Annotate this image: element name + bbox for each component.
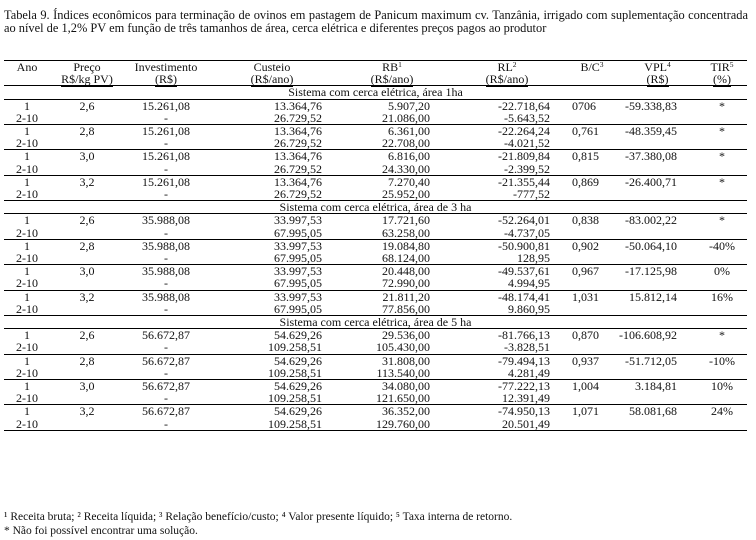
cell-custeio: 109.258,51	[208, 418, 336, 431]
cell-vpl: -50.064,10	[625, 238, 677, 253]
cell-preco: 3,0	[79, 379, 95, 394]
header-investimento: Investimento	[124, 61, 208, 74]
cell-vpl: -17.125,98	[625, 264, 677, 279]
cell-vpl	[618, 188, 697, 201]
cell-ano: 1	[24, 264, 30, 279]
cell-ano: 1	[24, 149, 30, 164]
cell-investimento: 15.261,08	[142, 124, 190, 139]
table-row	[4, 265, 747, 278]
table-row	[4, 175, 747, 188]
cell-ano: 2-10	[4, 341, 50, 354]
cell-vpl	[618, 112, 697, 125]
cell-preco: 2,6	[79, 328, 95, 343]
cell-preco: 3,2	[79, 174, 95, 189]
footnote-no-solution: * Não foi possível encontrar uma solução.	[4, 525, 198, 537]
cell-custeio: 33.997,53	[274, 238, 322, 253]
cell-custeio: 67.995,05	[208, 227, 336, 240]
cell-bc	[566, 341, 618, 354]
table-caption: Tabela 9. Índices econômicos para terminação de ovinos em pastagem de Panicum maximum cv. Tanzânia, irrigado com suplementação concentrada ao nível de 1,2% PV em função de três tamanhos de área, cerca elétrica e diferentes preços pagos ao produtor	[4, 8, 748, 35]
table-row	[4, 125, 747, 138]
cell-rb: 129.760,00	[336, 418, 448, 431]
table-row	[4, 239, 747, 252]
cell-rb: 36.352,00	[382, 404, 430, 419]
header-tir-unit: (%)	[697, 73, 747, 86]
cell-tir	[697, 137, 747, 150]
cell-rb: 20.448,00	[382, 264, 430, 279]
cell-bc: 1,031	[572, 289, 599, 304]
cell-rb: 25.952,00	[336, 188, 448, 201]
cell-investimento: -	[124, 303, 208, 316]
cell-preco: 2,8	[79, 353, 95, 368]
cell-ano: 1	[24, 328, 30, 343]
table-row	[4, 367, 747, 380]
cell-preco: 3,0	[79, 149, 95, 164]
cell-vpl: -59.338,83	[625, 98, 677, 113]
cell-bc	[566, 303, 618, 316]
cell-ano: 1	[24, 174, 30, 189]
cell-bc: 0,761	[572, 124, 599, 139]
table-row	[4, 303, 747, 316]
cell-ano: 1	[24, 124, 30, 139]
cell-preco	[50, 112, 124, 125]
header-investimento-unit: (R$)	[124, 73, 208, 86]
cell-rb: 63.258,00	[336, 227, 448, 240]
cell-custeio: 109.258,51	[208, 392, 336, 405]
table-row	[4, 392, 747, 405]
cell-tir	[697, 112, 747, 125]
cell-bc	[566, 163, 618, 176]
cell-preco	[50, 277, 124, 290]
cell-custeio: 13.364,76	[274, 149, 322, 164]
cell-bc	[566, 227, 618, 240]
table-body	[4, 86, 747, 430]
cell-rl: -4.021,52	[448, 137, 566, 150]
table-row	[4, 341, 747, 354]
cell-investimento: -	[124, 227, 208, 240]
cell-bc: 1,071	[572, 404, 599, 419]
cell-ano: 1	[24, 353, 30, 368]
cell-investimento: -	[124, 392, 208, 405]
cell-preco: 3,2	[79, 289, 95, 304]
cell-bc: 1,004	[572, 379, 599, 394]
cell-tir: 16%	[711, 289, 733, 304]
header-preco: Preço	[50, 61, 124, 74]
cell-ano: 1	[24, 404, 30, 419]
cell-rl: 12.391,49	[448, 392, 566, 405]
cell-rb: 121.650,00	[336, 392, 448, 405]
cell-ano: 2-10	[4, 163, 50, 176]
table-row	[4, 405, 747, 418]
cell-custeio: 67.995,05	[208, 303, 336, 316]
cell-custeio: 33.997,53	[274, 289, 322, 304]
cell-rl: 128,95	[448, 252, 566, 265]
header-vpl: VPL$^4$	[618, 61, 697, 74]
cell-investimento: 56.672,87	[142, 328, 190, 343]
header-rl-unit: (R$/ano)	[448, 73, 566, 86]
cell-bc	[566, 188, 618, 201]
cell-rb: 77.856,00	[336, 303, 448, 316]
table-row	[4, 252, 747, 265]
cell-tir	[697, 188, 747, 201]
cell-preco: 2,6	[79, 98, 95, 113]
cell-vpl	[618, 227, 697, 240]
cell-tir	[697, 227, 747, 240]
cell-rl: -5.643,52	[448, 112, 566, 125]
cell-custeio: 67.995,05	[208, 252, 336, 265]
cell-investimento: 56.672,87	[142, 404, 190, 419]
cell-rb: 5.907,20	[388, 98, 430, 113]
cell-vpl: -83.002,22	[625, 213, 677, 228]
cell-tir: *	[719, 328, 725, 343]
cell-preco	[50, 341, 124, 354]
cell-investimento: -	[124, 137, 208, 150]
cell-preco	[50, 303, 124, 316]
cell-ano: 1	[24, 238, 30, 253]
cell-ano: 2-10	[4, 392, 50, 405]
cell-vpl	[618, 252, 697, 265]
cell-investimento: -	[124, 252, 208, 265]
cell-rb: 68.124,00	[336, 252, 448, 265]
cell-vpl: -48.359,45	[625, 124, 677, 139]
cell-bc	[566, 392, 618, 405]
cell-ano: 2-10	[4, 188, 50, 201]
cell-rb: 105.430,00	[336, 341, 448, 354]
cell-vpl: -37.380,08	[625, 149, 677, 164]
cell-rl: -2.399,52	[448, 163, 566, 176]
header-rb: $RB^1$	[336, 61, 448, 74]
cell-tir	[697, 163, 747, 176]
cell-rl: -48.174,41	[498, 289, 550, 304]
cell-tir: 0%	[714, 264, 730, 279]
cell-vpl	[618, 392, 697, 405]
cell-ano: 2-10	[4, 227, 50, 240]
header-custeio: Custeio	[208, 61, 336, 74]
cell-ano: 1	[24, 379, 30, 394]
cell-custeio: 109.258,51	[208, 341, 336, 354]
header-row-2	[4, 73, 747, 86]
cell-ano: 1	[24, 289, 30, 304]
cell-rl: -21.355,44	[498, 174, 550, 189]
cell-ano: 2-10	[4, 418, 50, 431]
section-title: Sistema com cerca elétrica, área 1ha	[4, 86, 747, 99]
section-title: Sistema com cerca elétrica, área de 3 ha	[4, 201, 747, 214]
cell-rb: 72.990,00	[336, 277, 448, 290]
table-row	[4, 163, 747, 176]
cell-vpl	[618, 418, 697, 431]
cell-tir	[697, 303, 747, 316]
cell-rl: -74.950,13	[498, 404, 550, 419]
cell-investimento: 56.672,87	[142, 379, 190, 394]
cell-rb: 22.708,00	[336, 137, 448, 150]
cell-vpl: -51.712,05	[625, 353, 677, 368]
table-row	[4, 418, 747, 431]
cell-custeio: 54.629,26	[274, 353, 322, 368]
header-rb-unit: (R$/ano)	[336, 73, 448, 86]
cell-investimento: 35.988,08	[142, 213, 190, 228]
footnote-definitions: ¹ Receita bruta; ² Receita líquida; ³ Relação benefício/custo; ⁴ Valor presente líquido; ⁵ Taxa interna de retorno.	[4, 511, 513, 523]
cell-tir: *	[719, 98, 725, 113]
table-row	[4, 137, 747, 150]
cell-vpl	[618, 137, 697, 150]
header-bc: $B/C^3$	[566, 61, 618, 74]
cell-tir	[697, 277, 747, 290]
header-preco-unit: R$/kg PV)	[50, 73, 124, 86]
cell-bc	[566, 277, 618, 290]
cell-rl: -50.900,81	[498, 238, 550, 253]
table-row	[4, 150, 747, 163]
cell-investimento: -	[124, 418, 208, 431]
cell-custeio: 67.995,05	[208, 277, 336, 290]
cell-rb: 6.816,00	[388, 149, 430, 164]
cell-preco	[50, 188, 124, 201]
section-header	[4, 86, 747, 99]
cell-custeio: 13.364,76	[274, 98, 322, 113]
cell-preco	[50, 252, 124, 265]
economic-indices-table	[4, 60, 747, 431]
cell-rl: -22.718,64	[498, 98, 550, 113]
cell-bc: 0,967	[572, 264, 599, 279]
header-tir: TIR$^5$	[697, 61, 747, 74]
cell-vpl: 58.081,68	[629, 404, 677, 419]
cell-rl: -52.264,01	[498, 213, 550, 228]
cell-ano: 2-10	[4, 277, 50, 290]
cell-custeio: 26.729,52	[208, 163, 336, 176]
cell-tir	[697, 418, 747, 431]
cell-custeio: 33.997,53	[274, 264, 322, 279]
cell-bc: 0,902	[572, 238, 599, 253]
table-row	[4, 227, 747, 240]
cell-preco	[50, 227, 124, 240]
cell-rb: 31.808,00	[382, 353, 430, 368]
cell-rl: 4.281,49	[448, 367, 566, 380]
cell-vpl: -106.608,92	[619, 328, 677, 343]
header-vpl-unit: (R$)	[618, 73, 697, 86]
cell-bc: 0706	[572, 98, 596, 113]
cell-investimento: -	[124, 367, 208, 380]
cell-investimento: 35.988,08	[142, 264, 190, 279]
table-row	[4, 354, 747, 367]
cell-custeio: 33.997,53	[274, 213, 322, 228]
cell-rl: -79.494,13	[498, 353, 550, 368]
cell-vpl: -26.400,71	[625, 174, 677, 189]
cell-preco: 2,8	[79, 124, 95, 139]
cell-vpl	[618, 303, 697, 316]
cell-rb: 19.084,80	[382, 238, 430, 253]
cell-custeio: 26.729,52	[208, 112, 336, 125]
table-row	[4, 290, 747, 303]
cell-custeio: 54.629,26	[274, 328, 322, 343]
cell-tir	[697, 341, 747, 354]
cell-vpl	[618, 163, 697, 176]
cell-investimento: 15.261,08	[142, 98, 190, 113]
cell-ano: 2-10	[4, 367, 50, 380]
cell-tir: -40%	[709, 238, 735, 253]
cell-preco	[50, 418, 124, 431]
cell-preco: 2,6	[79, 213, 95, 228]
cell-rb: 6.361,00	[388, 124, 430, 139]
table-row	[4, 188, 747, 201]
cell-investimento: 56.672,87	[142, 353, 190, 368]
cell-bc: 0,870	[572, 328, 599, 343]
header-custeio-unit: (R$/ano)	[208, 73, 336, 86]
cell-tir	[697, 367, 747, 380]
cell-tir	[697, 252, 747, 265]
section-title: Sistema com cerca elétrica, área de 5 ha	[4, 316, 747, 329]
section-header	[4, 201, 747, 214]
cell-preco: 3,2	[79, 404, 95, 419]
cell-rb: 7.270,40	[388, 174, 430, 189]
cell-ano: 1	[24, 213, 30, 228]
cell-rb: 34.080,00	[382, 379, 430, 394]
cell-tir: 10%	[711, 379, 733, 394]
cell-rb: 29.536,00	[382, 328, 430, 343]
cell-ano: 2-10	[4, 112, 50, 125]
cell-rl: -49.537,61	[498, 264, 550, 279]
cell-rl: -77.222,13	[498, 379, 550, 394]
cell-rl: -4.737,05	[448, 227, 566, 240]
cell-tir: -10%	[709, 353, 735, 368]
cell-ano: 2-10	[4, 137, 50, 150]
cell-preco	[50, 137, 124, 150]
cell-custeio: 54.629,26	[274, 379, 322, 394]
cell-custeio: 54.629,26	[274, 404, 322, 419]
cell-tir: *	[719, 213, 725, 228]
cell-rl: -3.828,51	[448, 341, 566, 354]
cell-tir: *	[719, 149, 725, 164]
cell-investimento: 35.988,08	[142, 238, 190, 253]
cell-bc	[566, 112, 618, 125]
cell-ano: 2-10	[4, 252, 50, 265]
cell-rb: 24.330,00	[336, 163, 448, 176]
cell-rb: 21.086,00	[336, 112, 448, 125]
cell-preco: 3,0	[79, 264, 95, 279]
cell-custeio: 26.729,52	[208, 137, 336, 150]
section-header	[4, 316, 747, 329]
cell-vpl	[618, 341, 697, 354]
cell-rl: -81.766,13	[498, 328, 550, 343]
cell-custeio: 26.729,52	[208, 188, 336, 201]
cell-vpl: 15.812,14	[629, 289, 677, 304]
cell-vpl	[618, 277, 697, 290]
cell-bc: 0,815	[572, 149, 599, 164]
cell-rl: -22.264,24	[498, 124, 550, 139]
cell-tir: *	[719, 124, 725, 139]
cell-custeio: 13.364,76	[274, 124, 322, 139]
table-row	[4, 277, 747, 290]
cell-tir	[697, 392, 747, 405]
cell-custeio: 109.258,51	[208, 367, 336, 380]
cell-bc: 0,869	[572, 174, 599, 189]
cell-rb: 21.811,20	[382, 289, 430, 304]
cell-investimento: 15.261,08	[142, 174, 190, 189]
cell-investimento: -	[124, 163, 208, 176]
cell-preco	[50, 163, 124, 176]
cell-ano: 1	[24, 98, 30, 113]
cell-tir: 24%	[711, 404, 733, 419]
cell-bc	[566, 252, 618, 265]
cell-investimento: -	[124, 277, 208, 290]
cell-preco: 2,8	[79, 238, 95, 253]
cell-bc	[566, 418, 618, 431]
cell-rl: -21.809,84	[498, 149, 550, 164]
cell-vpl: 3.184,81	[635, 379, 677, 394]
cell-bc: 0,838	[572, 213, 599, 228]
cell-rb: 17.721,60	[382, 213, 430, 228]
cell-preco	[50, 392, 124, 405]
cell-rl: -777,52	[448, 188, 566, 201]
cell-tir: *	[719, 174, 725, 189]
cell-rl: 9.860,95	[448, 303, 566, 316]
header-ano: Ano	[4, 61, 50, 74]
cell-ano: 2-10	[4, 303, 50, 316]
cell-rl: 4.994,95	[448, 277, 566, 290]
cell-custeio: 13.364,76	[274, 174, 322, 189]
cell-investimento: 35.988,08	[142, 289, 190, 304]
table-row	[4, 99, 747, 112]
cell-bc	[566, 367, 618, 380]
cell-investimento: -	[124, 341, 208, 354]
cell-rl: 20.501,49	[448, 418, 566, 431]
cell-vpl	[618, 367, 697, 380]
cell-rb: 113.540,00	[336, 367, 448, 380]
cell-bc: 0,937	[572, 353, 599, 368]
header-rl: $RL^2$	[448, 61, 566, 74]
table-row	[4, 214, 747, 227]
cell-preco	[50, 367, 124, 380]
cell-investimento: -	[124, 188, 208, 201]
cell-bc	[566, 137, 618, 150]
cell-investimento: 15.261,08	[142, 149, 190, 164]
table-row	[4, 112, 747, 125]
cell-investimento: -	[124, 112, 208, 125]
